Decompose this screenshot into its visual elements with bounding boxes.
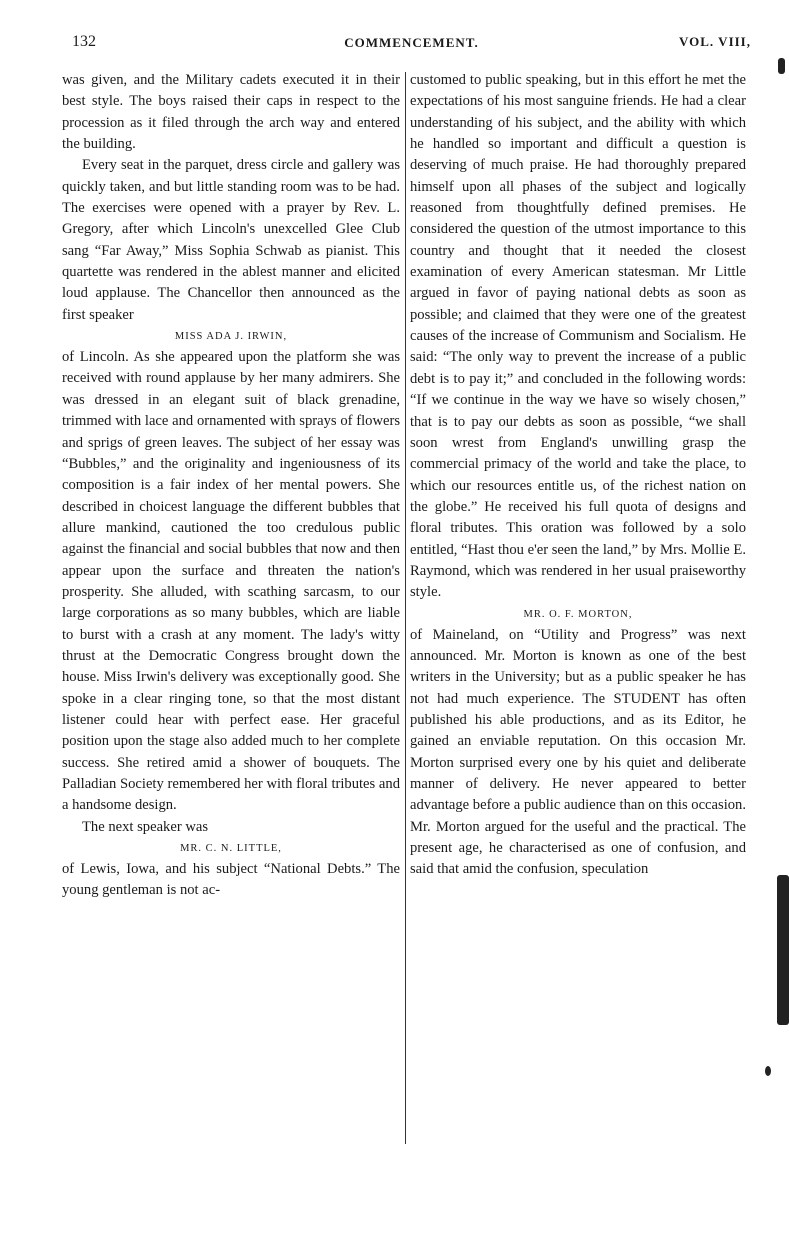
scan-artifact bbox=[778, 58, 785, 74]
running-title: COMMENCEMENT. bbox=[344, 35, 479, 50]
speaker-name: MR. C. N. LITTLE, bbox=[180, 843, 282, 855]
scan-artifact bbox=[765, 1066, 771, 1076]
speaker-name: MISS ADA J. IRWIN, bbox=[174, 331, 288, 343]
paragraph: of Lewis, Iowa, and his subject “National Debts.” The young gentleman is not ac- bbox=[62, 861, 400, 899]
page-header bbox=[72, 33, 751, 55]
page-number: 132 bbox=[72, 33, 96, 50]
column-divider bbox=[405, 72, 406, 1144]
scan-artifact bbox=[777, 875, 789, 1025]
left-column bbox=[62, 70, 400, 902]
paragraph: of Lincoln. As she appeared upon the platform she was received with round applause by her many admirers. She was dressed in an elegant suit of black grenadine, trimmed with lace and ornamented with sprays of flowers and sprigs of green leaves. The subject of her essay was “Bubbles,” and the originality and ingeniousness of its composition is a fair index of her mental powers. She described in choicest language the different bubbles that allure mankind, cautioned the too credulous public against the financial and social bubbles that now and then appear upon the surface and threaten the nation's prosperity. She alluded, with scathing sarcasm, to our large corporations as so many bubbles, which are liable to burst with a crash at any moment. The lady's witty thrust at the Democratic Congress brought down the house. Miss Irwin's delivery was exceptionally good. She spoke in a clear ringing tone, so that the most distant listener could hear with perfect ease. Her graceful position upon the stage also added much to her complete success. She retired amid a shower of bouquets. The Palladian Society remembered her with floral tributes and a handsome design. bbox=[62, 349, 400, 814]
paragraph: was given, and the Military cadets executed it in their best style. The boys raised their caps in respect to the procession as it filed through the arch way and entered the building. bbox=[62, 72, 400, 153]
right-column bbox=[410, 70, 746, 881]
paragraph: The next speaker was bbox=[82, 818, 209, 835]
speaker-name: MR. O. F. MORTON, bbox=[523, 608, 633, 620]
paragraph: of Maineland, on “Utility and Progress” was next announced. Mr. Morton is known as one of the best writers in the University; but as a public speaker he has not had much experience. The STUDENT has often published his able productions, and as its Editor, he gained an enviable reputation. On this occasion Mr. Morton surprised every one by his quiet and deliberate manner of delivery. He never appeared to better advantage before a public audience than on this occasion. Mr. Morton argued for the useful and the practical. The present age, he characterised as one of confusion, and said that amid the confusion, speculation bbox=[410, 626, 746, 878]
paragraph: Every seat in the parquet, dress circle and gallery was quickly taken, and but little standing room was to be had. The exercises were opened with a prayer by Rev. L. Gregory, after which Lincoln's unexcelled Glee Club sang “Far Away,” Miss Sophia Schwab as pianist. This quartette was rendered in the ablest manner and elicited loud applause. The Chancellor then announced as the first speaker bbox=[62, 157, 400, 323]
volume-label: VOL. VIII, bbox=[679, 34, 751, 49]
paragraph: customed to public speaking, but in this effort he met the expectations of his most sanguine friends. He had a clear understanding of his subject, and the ability with which he handled so important and difficult a question is deserving of much praise. He had thoroughly prepared himself upon all phases of the subject and logically reasoned from thoughtfully defined premises. He considered the question of the utmost importance to this country and thought that it needed the closest examination of every American statesman. Mr Little argued in favor of paying national debts as soon as possible; and claimed that they were one of the greatest causes of the increase of Communism and Socialism. He said: “The only way to prevent the increase of a public debt is to pay it;” and concluded in the following words: “If we continue in the way we have so wisely chosen,” that is to pay our debts as soon as possible, “we shall soon wrest from England's unwilling grasp the commercial primacy of the world and take the place, to which our resources entitle us, of the richest nation on the globe.” He received his full quota of designs and floral tributes. This oration was followed by a solo entitled, “Hast thou e'er seen the land,” by Mrs. Mollie E. Raymond, which was rendered in her usual praiseworthy style. bbox=[410, 72, 746, 601]
